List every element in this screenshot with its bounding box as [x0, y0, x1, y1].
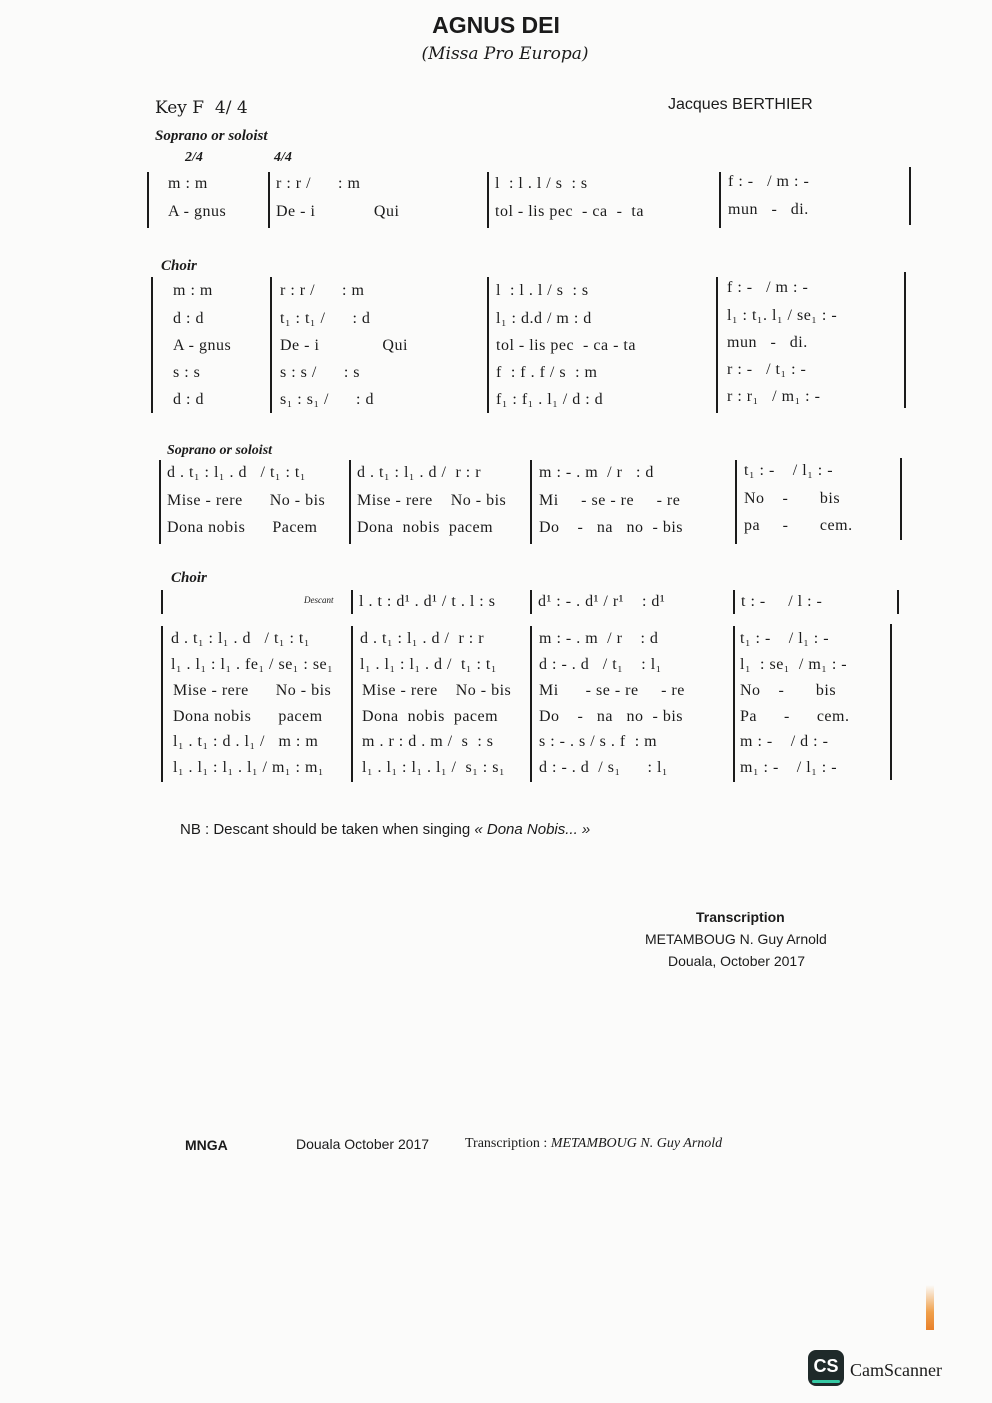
- lyric-cell: pa - cem.: [744, 517, 853, 534]
- notation-cell: t₁ : t₁ / : d: [280, 310, 371, 327]
- notation-cell: r : r / : m: [280, 282, 365, 299]
- notation-cell: m : - / d : -: [740, 733, 829, 750]
- lyric-cell: tol - lis pec - ca - ta: [495, 203, 644, 220]
- barline: [900, 458, 902, 540]
- notation-cell: f : f . f / s : m: [496, 364, 598, 381]
- lyric-cell: De - i Qui: [280, 337, 408, 354]
- barline: [161, 626, 163, 782]
- lyric-cell: De - i Qui: [276, 203, 400, 220]
- barline: [147, 172, 149, 228]
- descant-note-emphasis: « Dona Nobis... »: [474, 821, 591, 838]
- lyric-cell: No - bis: [740, 682, 837, 699]
- lyric-cell: Dona nobis pacem: [357, 519, 494, 536]
- camscanner-watermark: CamScanner: [850, 1360, 942, 1380]
- notation-cell: r : - / t₁ : -: [727, 361, 807, 378]
- notation-cell: l₁ : t₁. l₁ / se₁ : -: [727, 307, 838, 324]
- lyric-cell: Mise - rere No - bis: [173, 682, 332, 699]
- section-label-choir: Choir: [161, 258, 197, 274]
- lyric-cell: Dona nobis Pacem: [167, 519, 318, 536]
- lyric-cell: Pa - cem.: [740, 708, 850, 725]
- footer-transcriber: METAMBOUG N. Guy Arnold: [550, 1136, 723, 1151]
- composer: Jacques BERTHIER: [668, 96, 813, 113]
- notation-cell: r : r / : m: [276, 175, 361, 192]
- lyric-cell: A - gnus: [168, 203, 227, 220]
- barline: [487, 277, 489, 413]
- notation-cell: m : m: [173, 282, 213, 299]
- notation-cell: d . t₁ : l₁ . d / r : r: [360, 630, 485, 647]
- lyric-cell: Dona nobis pacem: [362, 708, 499, 725]
- notation-cell: d . t₁ : l₁ . d / r : r: [357, 464, 482, 481]
- descant-cell: d¹ : - . d¹ / r¹ : d¹: [538, 593, 666, 610]
- notation-cell: l₁ . l₁ : l₁ . l₁ / s₁ : s₁: [362, 759, 506, 776]
- notation-cell: d . t₁ : l₁ . d / t₁ : t₁: [171, 630, 310, 647]
- barline: [733, 626, 735, 782]
- notation-cell: s₁ : s₁ / : d: [280, 391, 374, 408]
- barline: [719, 172, 721, 228]
- notation-cell: t₁ : - / l₁ : -: [740, 630, 830, 647]
- section-label-soprano: Soprano or soloist: [155, 128, 268, 144]
- descant-note-text: NB : Descant should be taken when singing: [180, 821, 475, 838]
- barline: [270, 277, 272, 413]
- notation-cell: m : m: [168, 175, 208, 192]
- transcription-place-date: Douala, October 2017: [668, 953, 805, 969]
- notation-cell: m₁ : - / l₁ : -: [740, 759, 838, 776]
- barline: [161, 590, 163, 614]
- lyric-cell: tol - lis pec - ca - ta: [496, 337, 636, 354]
- section-label-soprano: Soprano or soloist: [167, 443, 273, 458]
- barline: [904, 272, 906, 408]
- footer-transcription-label: Transcription :: [465, 1136, 551, 1151]
- descant-label: Descant: [304, 595, 334, 605]
- notation-cell: l₁ . t₁ : d . l₁ / m : m: [173, 733, 319, 750]
- camscanner-logo-icon: CS: [808, 1350, 844, 1386]
- footer-place-date: Douala October 2017: [296, 1136, 430, 1152]
- barline: [351, 626, 353, 782]
- notation-cell: s : s / : s: [280, 364, 361, 381]
- descant-cell: l . t : d¹ . d¹ / t . l : s: [359, 593, 496, 610]
- barline: [890, 624, 892, 780]
- notation-cell: d : - . d / s₁ : l₁: [539, 759, 668, 776]
- barline: [716, 277, 718, 413]
- notation-cell: l : l . l / s : s: [496, 282, 589, 299]
- notation-cell: d : - . d / t₁ : l₁: [539, 656, 662, 673]
- barline: [735, 460, 737, 544]
- barline: [530, 626, 532, 782]
- barline: [151, 277, 153, 413]
- transcriber-name: METAMBOUG N. Guy Arnold: [645, 931, 827, 947]
- time-signature-2-4: 2/4: [185, 150, 203, 165]
- footer-initials: MNGA: [185, 1137, 228, 1153]
- notation-cell: m . r : d . m / s : s: [362, 733, 494, 750]
- time-signature-4-4: 4/4: [274, 150, 292, 165]
- barline: [351, 590, 353, 614]
- lyric-cell: Mise - rere No - bis: [357, 492, 507, 509]
- lyric-cell: mun - di.: [728, 201, 809, 218]
- notation-cell: l₁ . l₁ : l₁ . d / t₁ : t₁: [360, 656, 497, 673]
- barline: [909, 167, 911, 225]
- barline: [897, 590, 899, 614]
- lyric-cell: Do - na no - bis: [539, 519, 683, 536]
- notation-cell: f₁ : f₁ . l₁ / d : d: [496, 391, 604, 408]
- key-signature: Key F 4/ 4: [155, 98, 248, 118]
- barline: [733, 590, 735, 614]
- lyric-cell: Mise - rere No - bis: [167, 492, 326, 509]
- barline: [159, 460, 161, 544]
- notation-cell: r : r₁ / m₁ : -: [727, 388, 821, 405]
- descant-cell: t : - / l : -: [741, 593, 823, 610]
- page-subtitle: (Missa Pro Europa): [421, 44, 589, 64]
- barline: [530, 460, 532, 544]
- notation-cell: d . t₁ : l₁ . d / t₁ : t₁: [167, 464, 306, 481]
- notation-cell: f : - / m : -: [727, 279, 809, 296]
- notation-cell: m : - . m / r : d: [539, 464, 654, 481]
- lyric-cell: A - gnus: [173, 337, 232, 354]
- transcription-heading: Transcription: [696, 909, 785, 925]
- lyric-cell: Mi - se - re - re: [539, 492, 681, 509]
- notation-cell: s : s: [173, 364, 201, 381]
- barline: [268, 172, 270, 228]
- notation-cell: d : d: [173, 310, 204, 327]
- lyric-cell: mun - di.: [727, 334, 808, 351]
- scan-edge-mark: [926, 1285, 934, 1330]
- notation-cell: l : l . l / s : s: [495, 175, 588, 192]
- notation-cell: d : d: [173, 391, 204, 408]
- lyric-cell: Mi - se - re - re: [539, 682, 685, 699]
- notation-cell: l₁ . l₁ : l₁ . l₁ / m₁ : m₁: [173, 759, 324, 776]
- barline: [487, 172, 489, 228]
- page-title: AGNUS DEI: [432, 12, 560, 38]
- notation-cell: s : - . s / s . f : m: [539, 733, 658, 750]
- lyric-cell: Dona nobis pacem: [173, 708, 323, 725]
- barline: [349, 460, 351, 544]
- lyric-cell: Mise - rere No - bis: [362, 682, 512, 699]
- barline: [530, 590, 532, 614]
- notation-cell: t₁ : - / l₁ : -: [744, 462, 834, 479]
- notation-cell: l₁ : d.d / m : d: [496, 310, 592, 327]
- section-label-choir: Choir: [171, 570, 207, 586]
- notation-cell: l₁ : se₁ / m₁ : -: [740, 656, 848, 673]
- notation-cell: m : - . m / r : d: [539, 630, 659, 647]
- lyric-cell: Do - na no - bis: [539, 708, 683, 725]
- footer-transcription: [465, 1136, 722, 1152]
- lyric-cell: No - bis: [744, 490, 841, 507]
- descant-note: [180, 821, 590, 838]
- notation-cell: f : - / m : -: [728, 173, 810, 190]
- notation-cell: l₁ . l₁ : l₁ . fe₁ / se₁ : se₁: [171, 656, 334, 673]
